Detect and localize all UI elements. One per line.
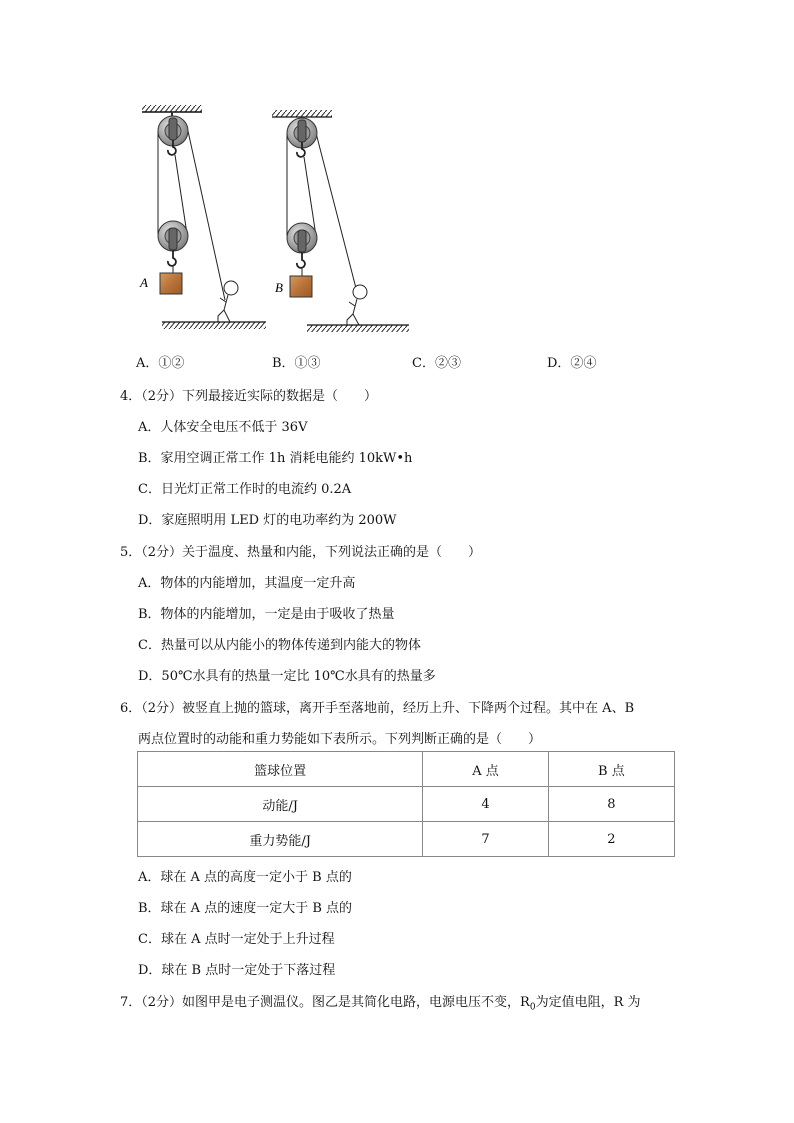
q6-option-d[interactable]: D．球在 B 点时一定处于下落过程 [138,963,336,978]
q3-option-c[interactable]: C．②③ [412,356,461,371]
q6-stem-line2: 两点位置时的动能和重力势能如下表所示。下列判断正确的是（ ） [138,732,542,747]
q3-option-b[interactable]: B．①③ [272,356,321,371]
q5-option-d[interactable]: D．50℃水具有的热量一定比 10℃水具有的热量多 [138,669,436,684]
q6-option-a[interactable]: A．球在 A 点的高度一定小于 B 点的 [138,870,352,885]
table-header-cell: A 点 [423,752,548,787]
table-cell: 4 [423,787,548,822]
q4-option-c[interactable]: C．日光灯正常工作时的电流约 0.2A [138,482,352,497]
q6-table [137,751,675,857]
q5-option-c[interactable]: C．热量可以从内能小的物体传递到内能大的物体 [138,638,421,653]
q6-stem-line1: 6．（2分）被竖直上抛的篮球，离开手至落地前，经历上升、下降两个过程。其中在 A、B [120,701,635,716]
table-cell: 重力势能/J [138,822,423,857]
q7-stem-subscript: 0 [529,1002,536,1013]
table-header-cell: 篮球位置 [138,752,423,787]
q4-stem: 4．（2分）下列最接近实际的数据是（ ） [120,389,378,404]
q4-option-d[interactable]: D．家庭照明用 LED 灯的电功率约为 200W [138,513,397,528]
q4-option-b[interactable]: B．家用空调正常工作 1h 消耗电能约 10kW•h [138,451,413,466]
q6-option-b[interactable]: B．球在 A 点的速度一定大于 B 点的 [138,901,353,916]
figure-b [272,110,409,332]
table-header-row [138,752,675,787]
pulley-figure [130,100,420,340]
q6-option-c[interactable]: C．球在 A 点时一定处于上升过程 [138,932,335,947]
q3-option-d[interactable]: D．②④ [547,356,597,371]
figure-b-label: B [275,280,283,295]
q5-option-a[interactable]: A．物体的内能增加，其温度一定升高 [138,576,356,591]
q5-stem: 5．（2分）关于温度、热量和内能，下列说法正确的是（ ） [120,545,482,560]
table-cell: 8 [548,787,674,822]
figure-a [142,105,266,329]
table-header-cell: B 点 [548,752,674,787]
table-cell: 7 [423,822,548,857]
figure-a-label: A [140,275,148,290]
q7-stem [120,991,641,1013]
q5-option-b[interactable]: B．物体的内能增加，一定是由于吸收了热量 [138,607,395,622]
table-row [138,787,675,822]
table-cell: 动能/J [138,787,423,822]
q7-stem-part2: 为定值电阻，R 为 [535,995,641,1010]
table-cell: 2 [548,822,674,857]
table-row [138,822,675,857]
q3-option-a[interactable]: A．①② [136,356,185,371]
q4-option-a[interactable]: A．人体安全电压不低于 36V [138,420,308,435]
q7-stem-part1: 7．（2分）如图甲是电子测温仪。图乙是其简化电路，电源电压不变，R [120,995,530,1010]
q3-options [136,352,656,372]
